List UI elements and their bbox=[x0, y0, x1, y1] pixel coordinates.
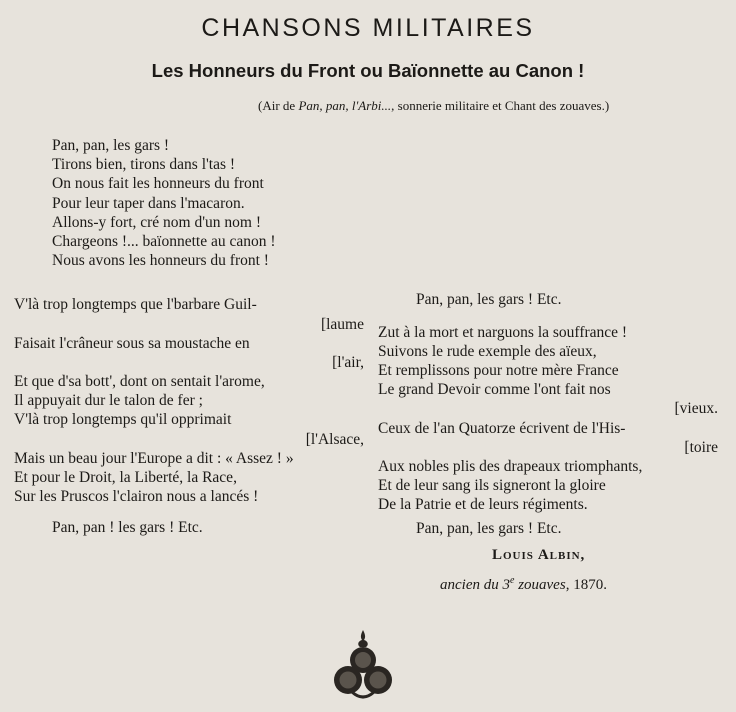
verse-line: Tirons bien, tirons dans l'tas ! bbox=[52, 156, 236, 174]
verse-line: Nous avons les honneurs du front ! bbox=[52, 252, 269, 270]
left-column bbox=[14, 136, 364, 538]
verse-line: Suivons le rude exemple des aïeux, bbox=[378, 342, 597, 360]
subtitle-suffix: , sonnerie militaire et Chant des zouaves.) bbox=[391, 98, 610, 113]
left-stanza-2 bbox=[14, 295, 364, 506]
verse-line: De la Patrie et de leurs régiments. bbox=[378, 496, 588, 514]
verse-line bbox=[378, 232, 718, 251]
role-sup: e bbox=[509, 575, 515, 586]
verse-line: Zut à la mort et narguons la souffrance ! bbox=[378, 323, 628, 341]
role-prefix: ancien du 3 bbox=[440, 577, 510, 593]
verse-line bbox=[378, 174, 718, 193]
verse-line: Pan, pan, les gars ! bbox=[52, 137, 170, 154]
left-stanza-1 bbox=[14, 136, 364, 270]
verse-line bbox=[378, 136, 718, 155]
verse-line: V'là trop longtemps qu'il opprimait bbox=[14, 411, 232, 429]
verse-line: Le grand Devoir comme l'ont fait nos bbox=[378, 381, 611, 399]
verse-line: [laume bbox=[320, 315, 364, 333]
verse-line: Chargeons !... baïonnette au canon ! bbox=[52, 232, 276, 250]
verse-line: Et pour le Droit, la Liberté, la Race, bbox=[14, 469, 237, 486]
right-stanza-1 bbox=[378, 136, 718, 290]
verse-line: Allons-y fort, cré nom d'un nom ! bbox=[52, 213, 261, 231]
verse-line: Et de leur sang ils signeront la gloire bbox=[378, 477, 606, 495]
verse-line: Sur les Pruscos l'clairon nous a lancés ! bbox=[14, 488, 259, 506]
verse-line bbox=[378, 194, 718, 213]
subtitle-prefix: (Air de bbox=[258, 98, 299, 113]
subtitle-air: Pan, pan, l'Arbi... bbox=[298, 98, 392, 113]
trefoil-ornament-icon bbox=[328, 628, 398, 702]
verse-line: Faisait l'crâneur sous sa moustache en bbox=[14, 334, 250, 352]
role-italic: zouaves bbox=[514, 577, 566, 593]
verse-line: Il appuyait dur le talon de fer ; bbox=[14, 392, 203, 410]
author-name: Louis Albin, bbox=[492, 547, 586, 563]
right-column bbox=[378, 136, 718, 538]
signature bbox=[440, 542, 700, 598]
verse-line: [vieux. bbox=[674, 400, 718, 418]
song-title: Les Honneurs du Front ou Baïonnette au Canon ! bbox=[151, 60, 585, 81]
verse-line: Mais un beau jour l'Europe a dit : « Assez ! » bbox=[14, 449, 294, 467]
role-suffix: , 1870. bbox=[565, 577, 607, 593]
verse-line bbox=[378, 155, 718, 174]
right-stanza-2 bbox=[378, 323, 718, 515]
verse-line: Aux nobles plis des drapeaux triomphants, bbox=[378, 458, 643, 475]
verse-line: [toire bbox=[684, 438, 718, 456]
song-subtitle bbox=[258, 98, 728, 114]
verse-line bbox=[378, 270, 718, 289]
verse-line: Et remplissons pour notre mère France bbox=[378, 362, 619, 380]
right-refrain-2: Pan, pan, les gars ! Etc. bbox=[416, 519, 562, 537]
verse-line: On nous fait les honneurs du front bbox=[52, 175, 264, 193]
verse-line: Ceux de l'an Quatorze écrivent de l'His- bbox=[378, 419, 626, 437]
verse-line: Pour leur taper dans l'macaron. bbox=[52, 194, 245, 212]
running-head: CHANSONS MILITAIRES bbox=[201, 14, 535, 42]
verse-line bbox=[378, 213, 718, 232]
author-role bbox=[440, 568, 700, 598]
right-refrain-1: Pan, pan, les gars ! Etc. bbox=[416, 290, 562, 308]
verse-line: [l'Alsace, bbox=[305, 430, 364, 448]
verse-line bbox=[378, 251, 718, 270]
verse-line: V'là trop longtemps que l'barbare Guil- bbox=[14, 296, 257, 314]
verse-line: [l'air, bbox=[332, 353, 364, 371]
left-refrain: Pan, pan ! les gars ! Etc. bbox=[52, 519, 203, 537]
verse-line: Et que d'sa bott', dont on sentait l'arome, bbox=[14, 373, 265, 391]
